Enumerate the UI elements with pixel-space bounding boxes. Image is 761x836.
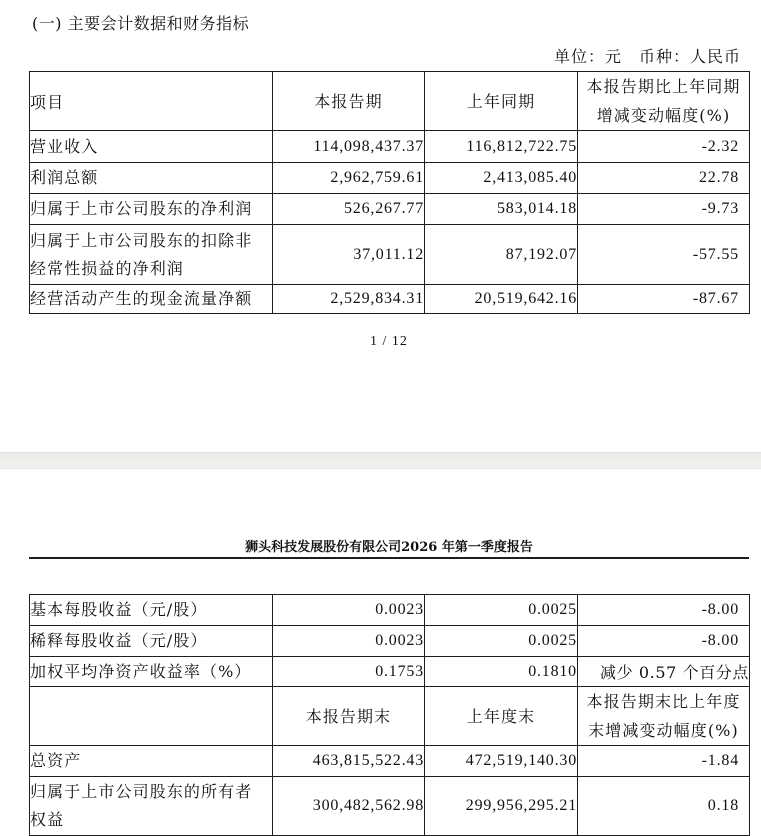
current-period-value: 0.1753	[273, 657, 425, 687]
prior-period-value: 20,519,642.16	[425, 285, 578, 314]
row-label-line: 营业收入	[30, 136, 99, 156]
row-label-line: 稀释每股收益（元/股）	[30, 631, 208, 650]
row-label-line: 基本每股收益（元/股）	[30, 600, 208, 619]
prior-period-value: 2,413,085.40	[425, 163, 578, 194]
row-label-line: 经营活动产生的现金流量净额	[30, 289, 253, 308]
prior-period-value: 0.0025	[425, 626, 578, 657]
section-title: (一) 主要会计数据和财务指标	[32, 14, 250, 33]
change-pct-value: -87.67	[578, 285, 750, 314]
change-pct-value: -8.00	[578, 595, 750, 626]
row-label	[30, 225, 273, 285]
header-change-pct-line: 本报告期比上年同期	[586, 77, 741, 96]
subheader-prior-year-end: 上年度末	[425, 687, 578, 746]
running-header: 狮头科技发展股份有限公司2026 年第一季度报告	[245, 540, 533, 555]
row-label	[30, 777, 273, 836]
current-period-value: 2,529,834.31	[273, 285, 425, 314]
row-label	[30, 657, 273, 687]
current-period-value: 37,011.12	[273, 225, 425, 285]
row-label-line: 归属于上市公司股东的所有者	[30, 782, 253, 801]
change-pct-value: -9.73	[578, 194, 750, 225]
table-row	[30, 131, 750, 163]
prior-period-value: 0.1810	[425, 657, 578, 687]
subheader-change-pct	[578, 687, 750, 746]
subheader-period-end: 本报告期末	[273, 687, 425, 746]
row-label-line: 加权平均净资产收益率（%）	[30, 661, 252, 681]
row-label-line: 权益	[30, 810, 65, 829]
subheader-change-pct-line: 末增减变动幅度(%)	[588, 721, 739, 740]
table-row	[30, 595, 750, 626]
row-label-line: 利润总额	[30, 168, 99, 187]
page-separator	[0, 452, 761, 469]
page-number: 1 / 12	[370, 334, 408, 349]
document-page-2	[0, 469, 761, 836]
prior-period-value: 0.0025	[425, 595, 578, 626]
row-label	[30, 194, 273, 225]
table-row	[30, 163, 750, 194]
header-change-pct-line: 增减变动幅度(%)	[596, 106, 731, 125]
header-item: 项目	[30, 72, 273, 131]
period-end-value: 463,815,522.43	[273, 746, 425, 777]
prior-period-value: 583,014.18	[425, 194, 578, 225]
row-label	[30, 595, 273, 626]
table-row	[30, 777, 750, 836]
current-period-value: 2,962,759.61	[273, 163, 425, 194]
subheader-item-empty	[30, 687, 273, 746]
prior-year-end-value: 299,956,295.21	[425, 777, 578, 836]
table-row	[30, 626, 750, 657]
table-header-row	[30, 72, 750, 131]
change-pct-value: -8.00	[578, 626, 750, 657]
table-row	[30, 746, 750, 777]
table-row	[30, 285, 750, 314]
row-label	[30, 746, 273, 777]
table-row	[30, 194, 750, 225]
current-period-value: 0.0023	[273, 595, 425, 626]
row-label-line: 归属于上市公司股东的净利润	[30, 199, 253, 218]
row-label	[30, 626, 273, 657]
row-label	[30, 285, 273, 314]
subheader-change-pct-line: 本报告期末比上年度	[586, 692, 741, 711]
change-pct-value: -57.55	[578, 225, 750, 285]
header-rule	[29, 557, 749, 559]
row-label	[30, 131, 273, 163]
header-prior-period: 上年同期	[425, 72, 578, 131]
row-label-line: 经常性损益的净利润	[30, 258, 184, 278]
change-pct-value: -1.84	[578, 746, 750, 777]
table-row	[30, 225, 750, 285]
table-subheader-row	[30, 687, 750, 746]
unit-currency-note: 单位：元 币种：人民币	[553, 47, 741, 66]
prior-period-value: 116,812,722.75	[425, 131, 578, 163]
current-period-value: 114,098,437.37	[273, 131, 425, 163]
change-pct-value: 22.78	[578, 163, 750, 194]
row-label	[30, 163, 273, 194]
key-financial-data-table	[29, 71, 750, 314]
prior-period-value: 87,192.07	[425, 225, 578, 285]
change-pct-value: -2.32	[578, 131, 750, 163]
header-current-period: 本报告期	[273, 72, 425, 131]
table-row	[30, 657, 750, 687]
row-label-line: 总资产	[30, 751, 82, 770]
row-label-line: 归属于上市公司股东的扣除非	[30, 230, 253, 250]
period-end-value: 300,482,562.98	[273, 777, 425, 836]
header-change-pct	[578, 72, 750, 131]
change-pct-value: 减少 0.57 个百分点	[578, 657, 750, 687]
change-pct-value: 0.18	[578, 777, 750, 836]
current-period-value: 526,267.77	[273, 194, 425, 225]
prior-year-end-value: 472,519,140.30	[425, 746, 578, 777]
current-period-value: 0.0023	[273, 626, 425, 657]
key-financial-data-table-continued	[29, 594, 750, 836]
